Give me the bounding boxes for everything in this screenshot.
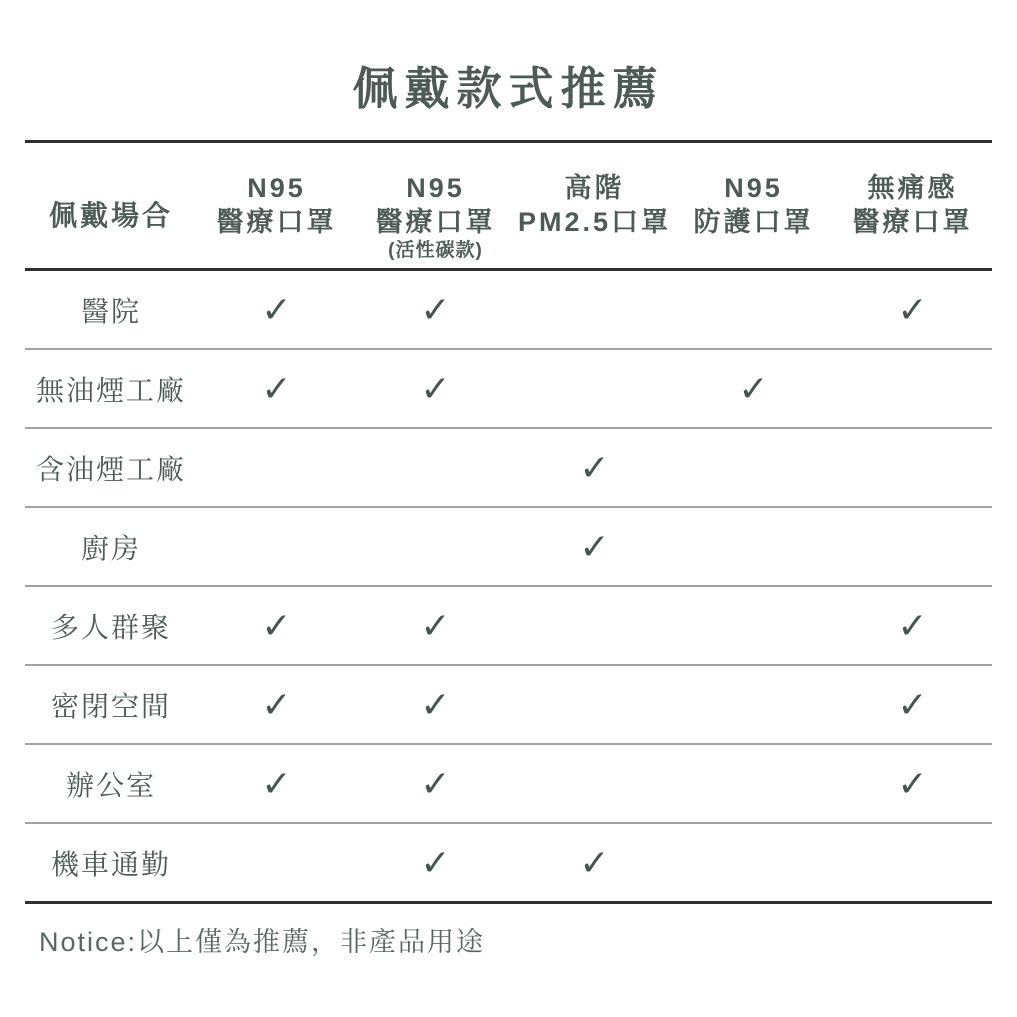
column-header-line2: 醫療口罩 [375, 207, 496, 237]
check-mark-icon: ✓ [420, 841, 451, 883]
column-header-line1: 高階 [564, 173, 625, 203]
table-row [25, 350, 992, 429]
row-label: 多人群聚 [50, 611, 171, 643]
column-header-line1: N95 [247, 173, 306, 203]
table-row [25, 666, 992, 745]
column-header-painless-medical [833, 143, 992, 268]
check-mark-icon: ✓ [420, 288, 451, 330]
check-mark-icon: ✓ [579, 446, 610, 488]
check-mark-icon: ✓ [897, 683, 928, 725]
check-mark-icon: ✓ [261, 367, 292, 409]
check-mark-icon: ✓ [420, 367, 451, 409]
row-label: 無油煙工廠 [35, 374, 186, 406]
check-mark-icon: ✓ [579, 841, 610, 883]
page-title: 佩戴款式推薦 [352, 63, 665, 114]
table-row [25, 745, 992, 824]
check-mark-icon: ✓ [738, 367, 769, 409]
column-header-n95-medical [197, 143, 356, 268]
check-mark-icon: ✓ [261, 604, 292, 646]
check-mark-icon: ✓ [420, 683, 451, 725]
check-mark-icon: ✓ [420, 762, 451, 804]
check-mark-icon: ✓ [261, 683, 292, 725]
check-mark-icon: ✓ [897, 288, 928, 330]
check-mark-icon: ✓ [420, 604, 451, 646]
column-header-n95-medical-carbon [356, 143, 515, 268]
table-row [25, 271, 992, 350]
column-header-line1: 無痛感 [867, 173, 958, 203]
row-label: 機車通勤 [50, 848, 171, 880]
check-mark-icon: ✓ [897, 604, 928, 646]
check-mark-icon: ✓ [897, 762, 928, 804]
row-label: 廚房 [80, 532, 141, 564]
row-label: 密閉空間 [50, 690, 171, 722]
column-header-line2: 防護口罩 [693, 207, 814, 237]
table-row [25, 587, 992, 666]
recommendation-table [25, 140, 992, 904]
table-row [25, 824, 992, 904]
table-body [25, 271, 992, 904]
column-header-line2: 醫療口罩 [852, 207, 973, 237]
column-header-line1: N95 [406, 173, 465, 203]
column-header-line1: N95 [724, 173, 783, 203]
check-mark-icon: ✓ [261, 762, 292, 804]
column-header-line2: 醫療口罩 [216, 207, 337, 237]
column-header-n95-protective [674, 143, 833, 268]
column-header-line2: PM2.5口罩 [517, 207, 672, 237]
check-mark-icon: ✓ [261, 288, 292, 330]
row-label: 辦公室 [65, 769, 156, 801]
table-row [25, 508, 992, 587]
row-label: 醫院 [80, 295, 141, 327]
row-label: 含油煙工廠 [35, 453, 186, 485]
column-header-occasion: 佩戴場合 [48, 199, 173, 231]
check-mark-icon: ✓ [579, 525, 610, 567]
column-header-pm25 [515, 143, 674, 268]
column-header-line3: (活性碳款) [388, 240, 483, 261]
notice-text: Notice:以上僅為推薦，非產品用途 [39, 927, 486, 957]
table-row [25, 429, 992, 508]
table-header-row [25, 143, 992, 271]
